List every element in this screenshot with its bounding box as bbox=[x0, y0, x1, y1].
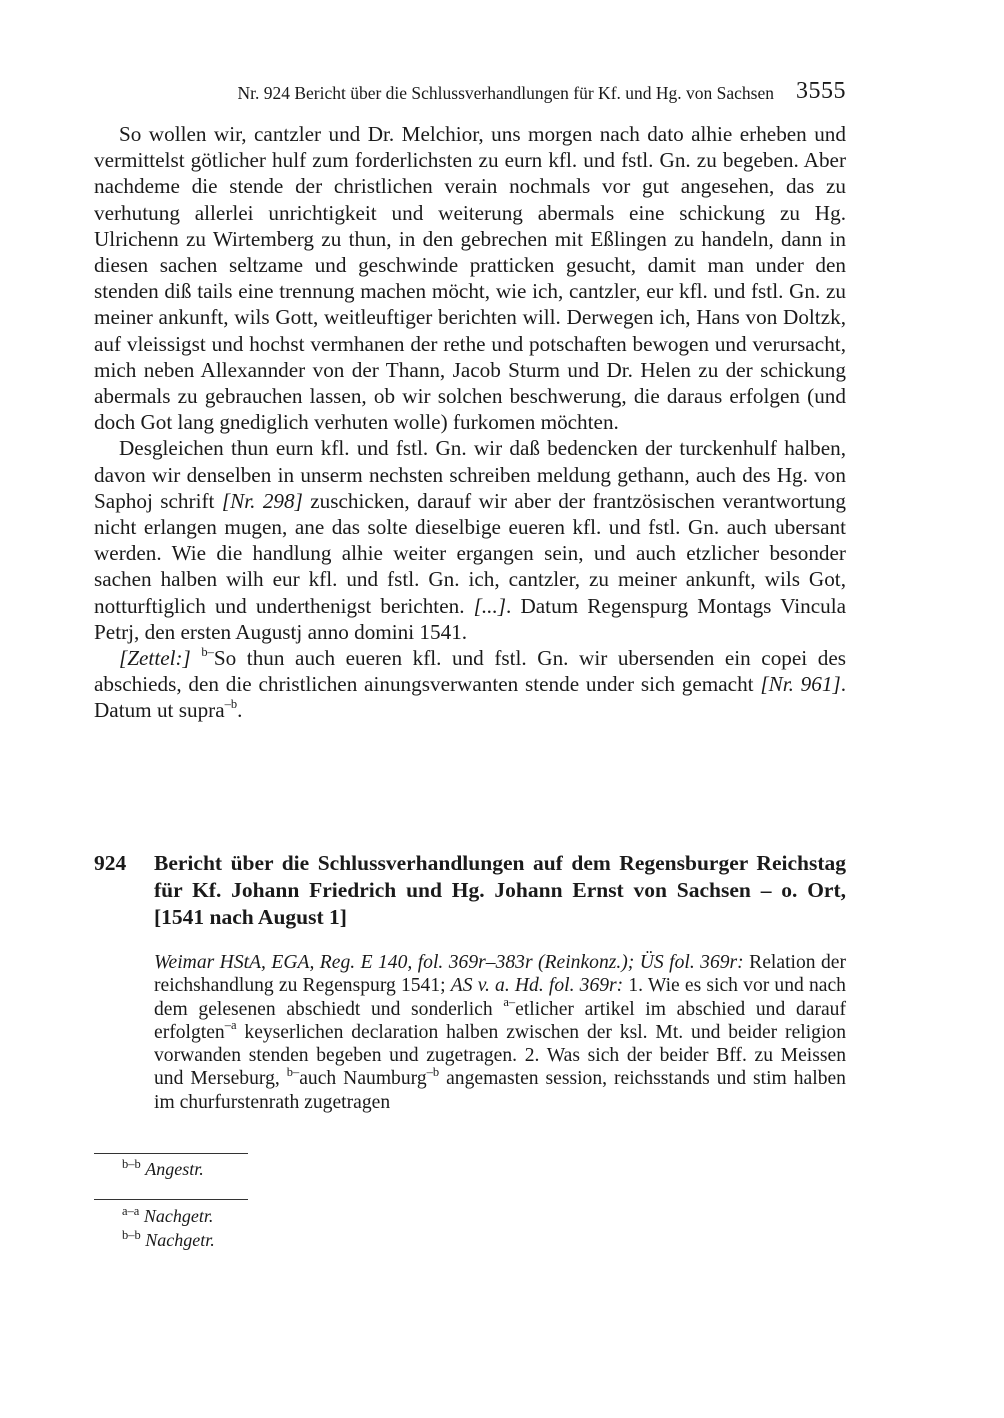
variant-mark: –b bbox=[426, 1064, 440, 1079]
note-label: [Zettel:] bbox=[119, 646, 191, 671]
variant-mark: –a bbox=[224, 1018, 237, 1033]
paragraph-1: So wollen wir, cantzler und Dr. Melchior, uns morgen nach dato alhie erheben und vermittelst götlicher hulf zum forderlichsten zu eurn kfl. und fstl. Gn. zu begeben. Aber nachdeme die stende der christlichen verain nochmals vor gut angesehen, das zu verhutung allerlei unrichtigkeit und weiterung abermals eine schickung zu Hg. Ulrichenn zu Wirtemberg zu thun, in den gebrechen mit Eßlingen zu handeln, dann in diesen sachen seltzame und geschwinde pratticken gesucht, damit man under den stenden diß tails eine trennung machen möcht, wie ich, cantzler, eur kfl. und fstl. Gn. zu meiner ankunft, wils Gott, weitleuftiger berichten will. Derwegen ich, Hans von Doltzk, auf vleissigst und hochst vermhanen der rethe und potschaften bewogen und verursacht, mich neben Allexannder von der Thann, Jacob Sturm und Dr. Helen zu der schickung abermals zu gebrauchen lassen, ob wir solchen beschwerung, die daraus erfolgen (und doch Got lang gnediglich verhuten wolle) furkomen möchten. bbox=[94, 122, 846, 435]
footnote: $^{a-a}$ Nachgetr. bbox=[122, 1204, 214, 1226]
footnote-divider bbox=[94, 1153, 248, 1154]
document-number: 924 bbox=[94, 851, 127, 875]
cross-reference: [Nr. 961] bbox=[760, 672, 841, 697]
running-head bbox=[94, 78, 846, 108]
paragraph-3: [Zettel:] $^{b-}$So thun auch eueren kfl. und fstl. Gn. wir ubersenden ein copei des abschieds, den die christlichen ainungsverwanten stende under sich gemacht [Nr. 961]. Datum ut supra$^{-b}$. bbox=[94, 645, 846, 723]
footnotes-letter bbox=[122, 1157, 204, 1181]
footnotes-document bbox=[122, 1204, 215, 1252]
footnote-divider bbox=[94, 1199, 248, 1200]
paragraph-2: Desgleichen thun eurn kfl. und fstl. Gn. wir daß bedencken der turckenhulf halben, davon wir denselben in unserm nechsten schreiben meldung gethann, auch des Hg. von Saphoj schrift [Nr. 298] zuschicken, darauf wir aber der frantzösischen verantwortung nicht erlangen mugen, ane das solte dieselbige eueren kfl. und fstl. Gn. auch ubersant werden. Wie die handlung alhie weiter ergangen sein, und auch etzlicher besonder sachen halben wilh eur kfl. und fstl. Gn. ich, cantzler, zu meiner ankunft, wils Got, notturftiglich und underthenigst berichten. [...]. Datum Regenspurg Montags Vincula Petrj, den ersten Augustj anno domini 1541. bbox=[94, 436, 847, 644]
footnote: $^{b-b}$ Nachgetr. bbox=[122, 1228, 215, 1250]
cross-reference: [Nr. 298] bbox=[221, 488, 303, 513]
running-head-title: Nr. 924 Bericht über die Schlussverhandlungen für Kf. und Hg. von Sachsen bbox=[237, 83, 774, 103]
variant-mark: b– bbox=[286, 1064, 300, 1079]
letter-body bbox=[94, 121, 846, 724]
variant-mark: –b bbox=[224, 697, 238, 712]
variant-mark: b– bbox=[201, 645, 214, 659]
variant-mark: a– bbox=[503, 995, 516, 1010]
omission-mark: [...] bbox=[473, 593, 507, 618]
footnote: $^{b-b}$ Angestr. bbox=[122, 1157, 204, 1179]
source-description: Weimar HStA, EGA, Reg. E 140, fol. 369r–383r (Reinkonz.); ÜS fol. 369r: Relation der reichshandlung zu Regenspurg 1541; AS v. a. Hd. fol. 369r: 1. Wie es sich vor und nach dem gelesenen abschiedt und sonderlich $^{a-}$etlicher artikel im abschied und darauf erfolgten$^{-a}$ keyserlichen declaration halben zwischen der ksl. Mt. und beider religion vorwanden stenden begeben und zugetragen. 2. Was sich der beider Bff. zu Meissen und Merseburg, $^{b-}$auch Naumburg$^{-b}$ angemasten session, reichsstands und stim halben im churfurstenrath zugetragen bbox=[154, 952, 847, 1113]
document-heading bbox=[94, 850, 846, 931]
page-number: 3555 bbox=[796, 78, 846, 104]
document-title: Bericht über die Schlussverhandlungen auf dem Regensburger Reichstag für Kf. Johann Friedrich und Hg. Johann Ernst von Sachsen – o. Ort, [1541 nach August 1] bbox=[154, 851, 846, 929]
